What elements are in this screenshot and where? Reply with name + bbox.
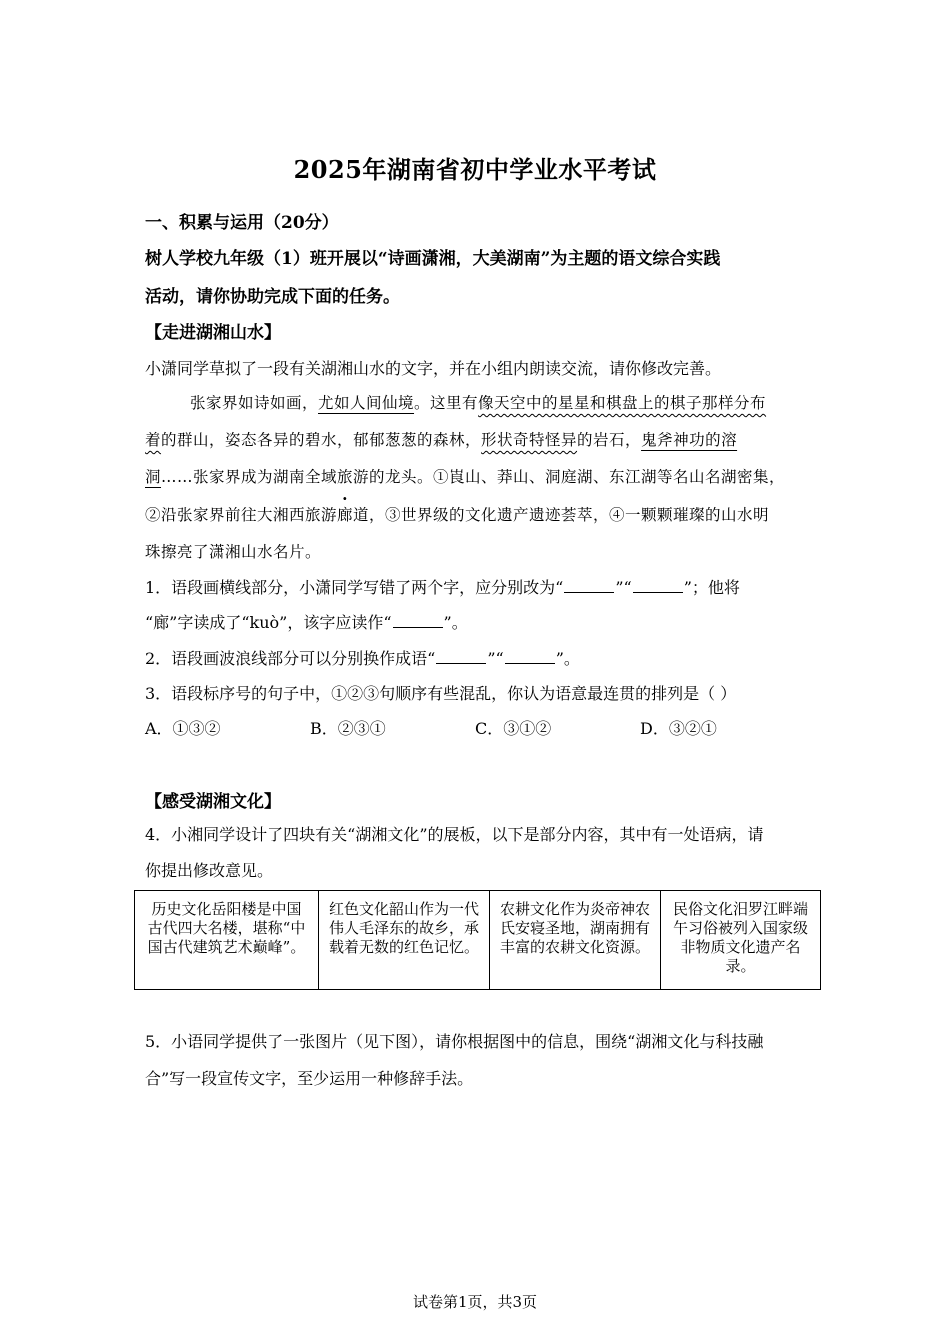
question-text: ”“ bbox=[487, 649, 504, 668]
passage-line-5: 珠擦亮了潇湘山水名片。 bbox=[145, 543, 322, 561]
board-history: 历史文化岳阳楼是中国古代四大名楼，堪称“中国古代建筑艺术巅峰”。 bbox=[135, 891, 319, 990]
table-row bbox=[135, 891, 821, 990]
option-d[interactable]: D．③②① bbox=[640, 719, 717, 738]
question-3: 3．语段标序号的句子中，①②③句顺序有些混乱，你认为语意最连贯的排列是（ ） bbox=[145, 684, 737, 703]
question-text: ”。 bbox=[443, 613, 468, 632]
part1-heading: 【走进湖湘山水】 bbox=[145, 323, 281, 343]
underlined-error-2-end: 洞 bbox=[145, 468, 162, 486]
question-4-line-2: 你提出修改意见。 bbox=[145, 861, 274, 880]
question-5-line-2: 合”写一段宣传文字，至少运用一种修辞手法。 bbox=[145, 1069, 474, 1088]
answer-blank[interactable] bbox=[393, 615, 443, 628]
question-text: 1．语段画横线部分，小潇同学写错了两个字，应分别改为“ bbox=[145, 578, 564, 597]
question-1-line-1 bbox=[145, 575, 810, 598]
passage-text: 的群山，姿态各异的碧水，郁郁葱葱的森林， bbox=[161, 431, 482, 449]
wavy-phrase-1: 像天空中的星星和棋盘上的棋子那样分布 bbox=[478, 394, 767, 412]
question-text: ”“ bbox=[615, 578, 632, 597]
passage-text: ……张家界成为湖南全域旅游的龙头。①崀山、莽山、洞庭湖、东江湖等名山名湖密集， bbox=[161, 468, 786, 486]
option-b[interactable]: B．②③① bbox=[310, 719, 386, 738]
passage-text: 的岩石， bbox=[577, 431, 642, 449]
option-c[interactable]: C．③①② bbox=[475, 719, 552, 738]
board-farming: 农耕文化作为炎帝神农氏安寝圣地，湖南拥有丰富的农耕文化资源。 bbox=[490, 891, 661, 990]
exhibition-boards-table bbox=[134, 890, 821, 990]
passage-text: ②沿张家界前往大湘西旅游 bbox=[145, 506, 338, 524]
question-text: ”；他将 bbox=[683, 578, 740, 597]
answer-blank[interactable] bbox=[436, 651, 486, 664]
passage-line-1 bbox=[190, 391, 855, 413]
passage-text: 道，③世界级的文化遗产遗迹荟萃，④一颗颗璀璨的山水明 bbox=[353, 506, 770, 524]
question-5-line-1: 5．小语同学提供了一张图片（见下图），请你根据图中的信息，围绕“湖湘文化与科技融 bbox=[145, 1032, 764, 1051]
question-text: “廊”字读成了“kuò”，该字应读作“ bbox=[145, 613, 392, 632]
wavy-phrase-1-end: 着 bbox=[145, 431, 162, 449]
option-a[interactable]: A．①③② bbox=[145, 719, 221, 738]
dotted-char: 廊 bbox=[337, 506, 354, 524]
answer-blank[interactable] bbox=[564, 580, 614, 593]
section-heading: 一、积累与运用（20分） bbox=[145, 213, 339, 233]
question-2 bbox=[145, 646, 810, 669]
answer-blank[interactable] bbox=[505, 651, 555, 664]
intro-line-2: 活动，请你协助完成下面的任务。 bbox=[145, 287, 400, 307]
page-footer: 试卷第1页，共3页 bbox=[412, 1293, 538, 1311]
board-red-culture: 红色文化韶山作为一代伟人毛泽东的故乡，承载着无数的红色记忆。 bbox=[319, 891, 490, 990]
passage-line-3 bbox=[145, 465, 810, 487]
intro-line-1: 树人学校九年级（1）班开展以“诗画潇湘，大美湖南”为主题的语文综合实践 bbox=[145, 249, 721, 269]
underlined-error-1: 尤如人间仙境 bbox=[318, 394, 415, 412]
passage-text: 。这里有 bbox=[414, 394, 479, 412]
part2-heading: 【感受湖湘文化】 bbox=[145, 792, 281, 812]
board-folk: 民俗文化汨罗江畔端午习俗被列入国家级非物质文化遗产名录。 bbox=[661, 891, 821, 990]
question-1-line-2 bbox=[145, 610, 810, 633]
passage-line-4 bbox=[145, 503, 810, 525]
passage-line-2 bbox=[145, 428, 810, 450]
part1-lead: 小潇同学草拟了一段有关湖湘山水的文字，并在小组内朗读交流，请你修改完善。 bbox=[145, 359, 722, 378]
question-4-line-1: 4．小湘同学设计了四块有关“湖湘文化”的展板，以下是部分内容，其中有一处语病，请 bbox=[145, 825, 764, 844]
answer-blank[interactable] bbox=[633, 580, 683, 593]
underlined-error-2: 鬼斧神功的溶 bbox=[641, 431, 738, 449]
page-title: 2025年湖南省初中学业水平考试 bbox=[293, 155, 657, 184]
question-text: ”。 bbox=[555, 649, 580, 668]
wavy-phrase-2: 形状奇特怪异 bbox=[481, 431, 578, 449]
question-text: 2．语段画波浪线部分可以分别换作成语“ bbox=[145, 649, 436, 668]
passage-text: 张家界如诗如画， bbox=[190, 394, 319, 412]
